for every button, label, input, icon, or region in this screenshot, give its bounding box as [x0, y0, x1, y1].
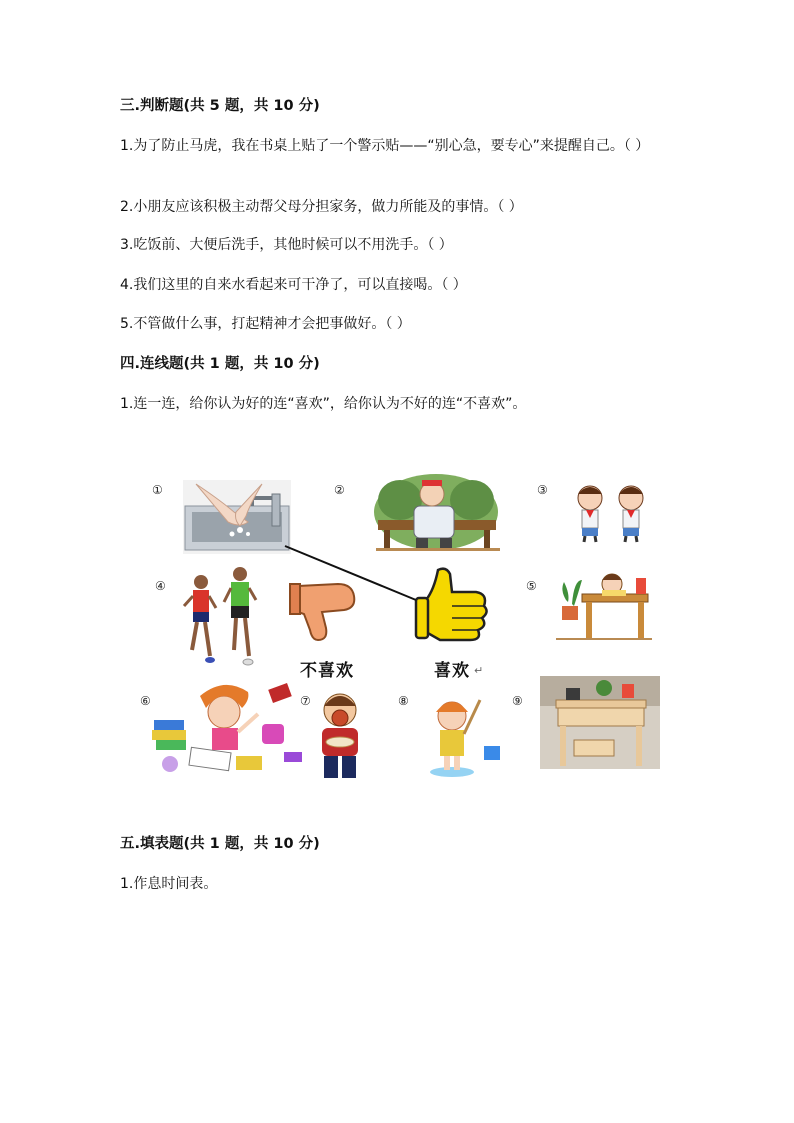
question-4-1: 1.连一连，给你认为好的连“喜欢”，给你认为不好的连“不喜欢”。	[120, 396, 527, 412]
number-3: ③	[537, 483, 548, 497]
messy-girl-picture	[152, 683, 302, 772]
tidy-desk-picture	[540, 676, 660, 769]
section-5-heading: 五.填表题(共 1 题，共 10 分)	[120, 836, 320, 852]
child-at-desk-picture	[556, 574, 652, 640]
question-3-2: 2.小朋友应该积极主动帮父母分担家务，做力所能及的事情。（ ）	[120, 199, 523, 215]
thumbs-down-icon	[290, 584, 354, 640]
dislike-label: 不喜欢	[300, 661, 354, 681]
washing-hands-picture	[183, 480, 291, 554]
section-3-heading: 三.判断题(共 5 题，共 10 分)	[120, 98, 320, 114]
question-3-3: 3.吃饭前、大便后洗手，其他时候可以不用洗手。（ ）	[120, 237, 453, 253]
number-2: ②	[334, 483, 345, 497]
number-4: ④	[155, 579, 166, 593]
number-7: ⑦	[300, 694, 311, 708]
question-5-1: 1.作息时间表。	[120, 876, 218, 892]
section-4-heading: 四.连线题(共 1 题，共 10 分)	[120, 356, 320, 372]
number-9: ⑨	[512, 694, 523, 708]
number-5: ⑤	[526, 579, 537, 593]
running-men-picture	[184, 567, 256, 665]
boy-eating-picture	[322, 694, 358, 778]
question-3-1: 1.为了防止马虎，我在书桌上贴了一个警示贴——“别心急，要专心”来提醒自己。（ ）	[120, 138, 650, 154]
number-6: ⑥	[140, 694, 151, 708]
question-3-5: 5.不管做什么事，打起精神才会把事做好。（ ）	[120, 316, 411, 332]
two-children-picture	[578, 486, 643, 542]
number-1: ①	[152, 483, 163, 497]
thumbs-up-icon	[416, 569, 487, 640]
number-8: ⑧	[398, 694, 409, 708]
girl-spilling-water-picture	[430, 700, 500, 777]
return-mark: ↵	[474, 664, 484, 677]
sneezing-man-picture	[374, 474, 500, 551]
question-3-4: 4.我们这里的自来水看起来可干净了，可以直接喝。（ ）	[120, 277, 467, 293]
like-label: 喜欢	[434, 661, 470, 681]
